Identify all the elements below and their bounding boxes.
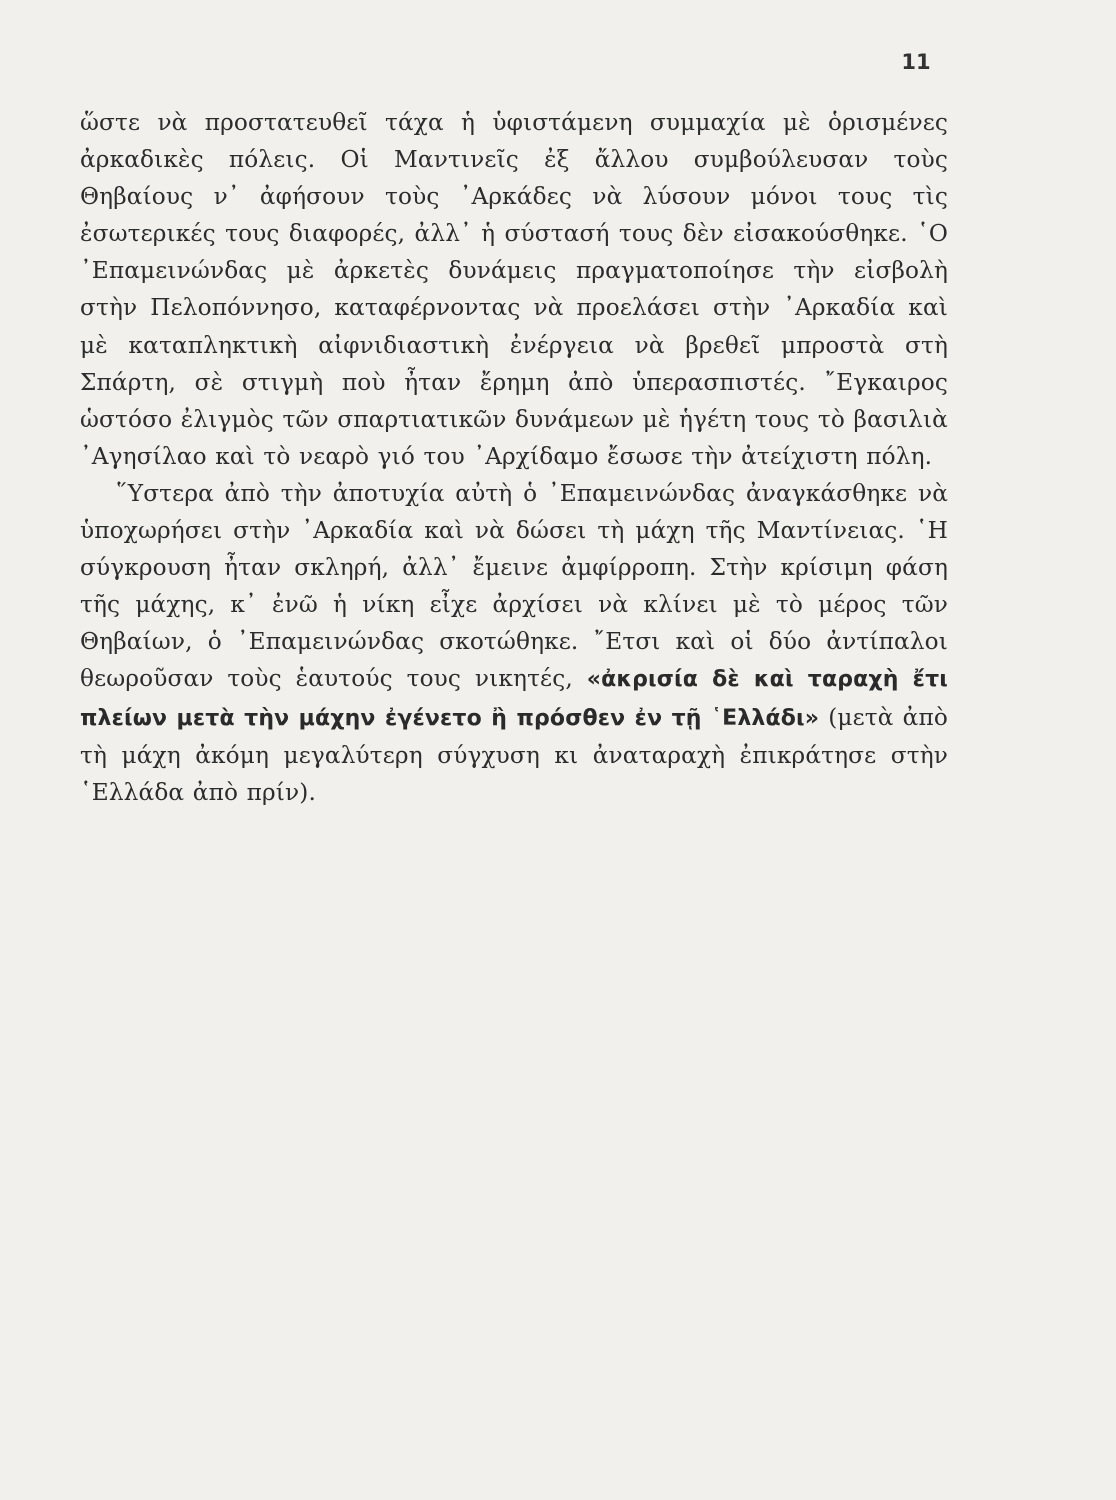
paragraph-2 [80,475,948,811]
paragraph-2-text-after-quote: (μετὰ ἀπὸ τὴ μάχη ἀκόμη μεγαλύτερη σύγχυση κι ἀναταραχὴ ἐπικράτησε στὴν ῾Ελλάδα ἀπὸ πρίν). [80,703,948,806]
body-text [80,104,948,811]
page-number: 11 [901,50,931,74]
paragraph-2-text-before-quote: ῞Υστερα ἀπὸ τὴν ἀποτυχία αὐτὴ ὁ ᾽Επαμεινώνδας ἀναγκάσθηκε νὰ ὑποχωρήσει στὴν ᾽Αρκαδία καὶ νὰ δώσει τὴ μάχη τῆς Μαντίνειας. ῾Η σύγκρουση ἦταν σκληρή, ἀλλ᾽ ἔμεινε ἀμφίρροπη. Στὴν κρίσιμη φάση τῆς μάχης, κ᾽ ἐνῶ ἡ νίκη εἶχε ἀρχίσει νὰ κλίνει μὲ τὸ μέρος τῶν Θηβαίων, ὁ ᾽Επαμεινώνδας σκοτώθηκε. ῎Ετσι καὶ οἱ δύο ἀντίπαλοι θεωροῦσαν τοὺς ἑαυτούς τους νικητές, [80,479,948,693]
paragraph-1: ὥστε νὰ προστατευθεῖ τάχα ἡ ὑφιστάμενη συμμαχία μὲ ὁρισμένες ἀρκαδικὲς πόλεις. Οἱ Μαντινεῖς ἐξ ἄλλου συμβούλευσαν τοὺς Θηβαίους ν᾽ ἀφήσουν τοὺς ᾽Αρκάδες νὰ λύσουν μόνοι τους τὶς ἐσωτερικές τους διαφορές, ἀλλ᾽ ἡ σύστασή τους δὲν εἰσακούσθηκε. ῾Ο ᾽Επαμεινώνδας μὲ ἀρκετὲς δυνάμεις πραγματοποίησε τὴν εἰσβολὴ στὴν Πελοπόννησο, καταφέρνοντας νὰ προελάσει στὴν ᾽Αρκαδία καὶ μὲ καταπληκτικὴ αἰφνιδιαστικὴ ἐνέργεια νὰ βρεθεῖ μπροστὰ στὴ Σπάρτη, σὲ στιγμὴ ποὺ ἦταν ἔρημη ἀπὸ ὑπερασπιστές. ῎Εγκαιρος ὡστόσο ἐλιγμὸς τῶν σπαρτιατικῶν δυνάμεων μὲ ἡγέτη τους τὸ βασιλιὰ ᾽Αγησίλαο καὶ τὸ νεαρὸ γιό του ᾽Αρχίδαμο ἔσωσε τὴν ἀτείχιστη πόλη. [80,109,948,470]
ancient-greek-quote: «ἀκρισία δὲ καὶ ταραχὴ ἔτι πλείων μετὰ τὴν μάχην ἐγένετο ἢ πρόσθεν ἐν τῇ ῾Ελλάδι» [80,667,948,731]
